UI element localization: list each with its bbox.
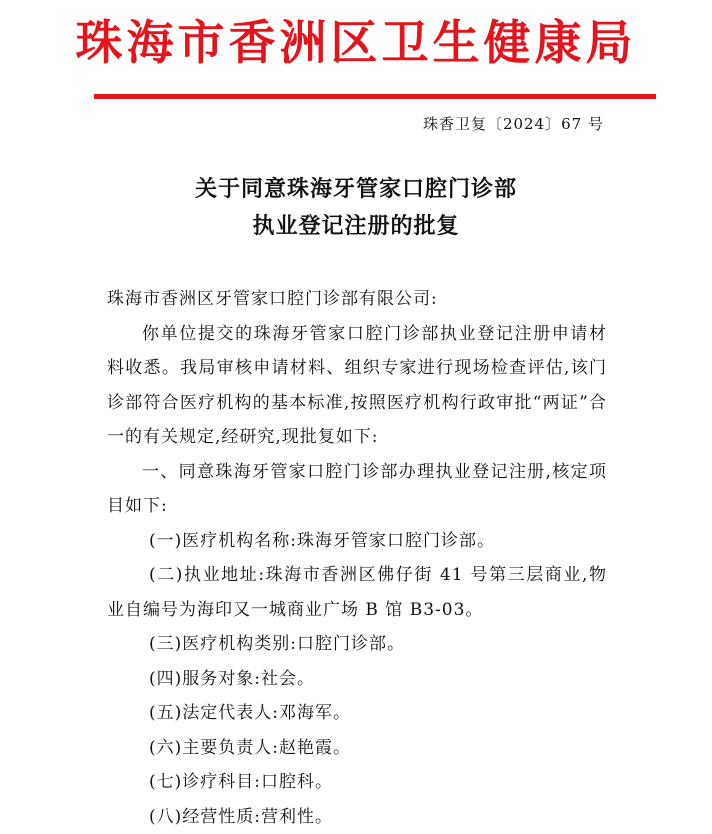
- approved-item: (一)医疗机构名称:珠海牙管家口腔门诊部。: [107, 524, 607, 559]
- header-red-rule: [94, 94, 656, 99]
- approved-item: (三)医疗机构类别:口腔门诊部。: [107, 627, 607, 662]
- approved-item: (七)诊疗科目:口腔科。: [107, 765, 607, 800]
- agency-header: 珠海市香洲区卫生健康局: [0, 12, 712, 76]
- approved-item: (四)服务对象:社会。: [107, 662, 607, 697]
- approved-item: (五)法定代表人:邓海军。: [107, 696, 607, 731]
- approved-item: (二)执业地址:珠海市香洲区佛仔街 41 号第三层商业,物业自编号为海印又一城商业广场 B 馆 B3-03。: [107, 558, 607, 627]
- approved-item: (八)经营性质:营利性。: [107, 800, 607, 834]
- document-body: [107, 282, 607, 834]
- paragraph-intro: 你单位提交的珠海牙管家口腔门诊部执业登记注册申请材料收悉。我局审核申请材料、组织专家进行现场检查评估,该门诊部符合医疗机构的基本标准,按照医疗机构行政审批“两证”合一的有关规定,经研究,现批复如下:: [107, 317, 607, 455]
- salutation: 珠海市香洲区牙管家口腔门诊部有限公司:: [107, 282, 607, 317]
- document-number: 珠香卫复〔2024〕67 号: [0, 114, 604, 134]
- document-title-line-2: 执业登记注册的批复: [0, 211, 712, 241]
- paragraph-approval: 一、同意珠海牙管家口腔门诊部办理执业登记注册,核定项目如下:: [107, 455, 607, 524]
- document-title-line-1: 关于同意珠海牙管家口腔门诊部: [0, 174, 712, 204]
- approved-item: (六)主要负责人:赵艳霞。: [107, 731, 607, 766]
